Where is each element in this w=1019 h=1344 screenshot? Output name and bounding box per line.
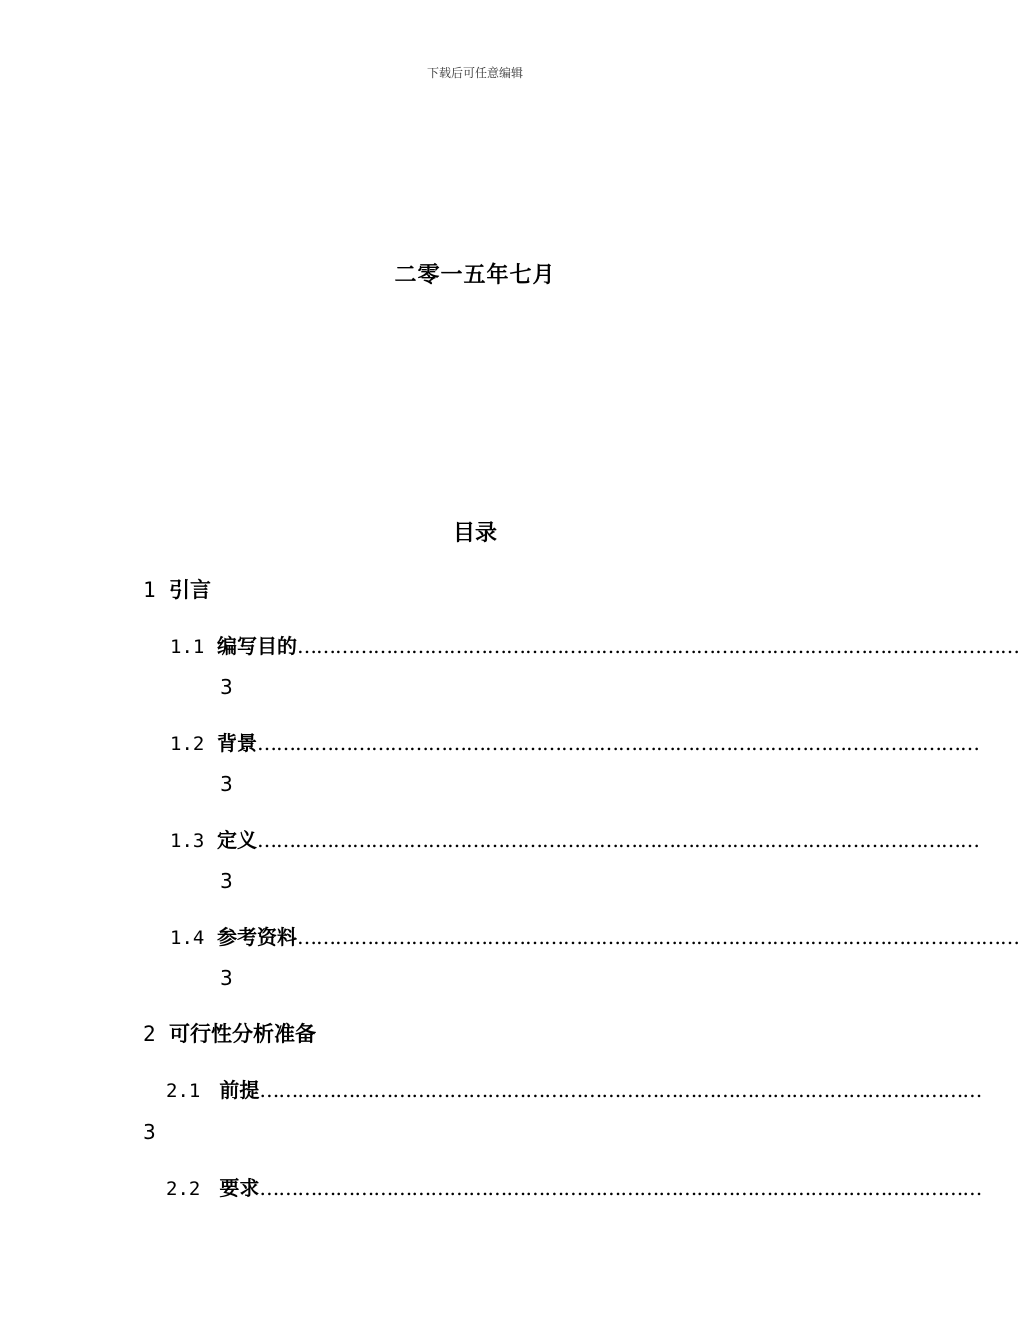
toc-chapter-2[interactable] (143, 1020, 316, 1048)
toc-entry-1-1[interactable] (170, 632, 1019, 661)
toc-leader-dots: …………………………………………………………………………………………………… (259, 1176, 982, 1200)
toc-entry-1-3[interactable] (170, 826, 980, 855)
toc-entry-2-1[interactable] (166, 1076, 982, 1105)
toc-entry-title: 定义 (217, 828, 258, 852)
toc-entry-2-2[interactable] (166, 1174, 982, 1203)
toc-entry-page: 3 (220, 966, 233, 990)
toc-entry-number: 2.1 (166, 1080, 201, 1102)
toc-entry-title: 背景 (217, 731, 258, 755)
toc-entry-title: 编写目的 (217, 634, 298, 658)
toc-chapter-number: 1 (143, 578, 156, 602)
toc-chapter-title: 可行性分析准备 (169, 1022, 317, 1046)
toc-entry-number: 2.2 (166, 1178, 201, 1200)
toc-entry-number: 1.1 (170, 636, 205, 658)
toc-entry-number: 1.4 (170, 927, 205, 949)
toc-chapter-number: 2 (143, 1022, 156, 1046)
cover-date: 二零一五年七月 (394, 263, 556, 288)
toc-leader-dots: …………………………………………………………………………………………………… (259, 1078, 982, 1102)
toc-entry-title: 参考资料 (217, 925, 298, 949)
toc-title: 目录 (452, 521, 497, 546)
page-header-note: 下载后可任意编辑 (426, 66, 523, 80)
toc-entry-title: 要求 (219, 1176, 260, 1200)
toc-entry-title: 前提 (219, 1078, 260, 1102)
toc-entry-1-4[interactable] (170, 923, 1019, 952)
toc-leader-dots: …………………………………………………………………………………………………… (297, 925, 1019, 949)
toc-entry-number: 1.2 (170, 733, 205, 755)
toc-entry-number: 1.3 (170, 830, 205, 852)
toc-entry-page: 3 (220, 869, 233, 893)
toc-leader-dots: …………………………………………………………………………………………………… (257, 828, 980, 852)
toc-leader-dots: …………………………………………………………………………………………………… (297, 634, 1019, 658)
toc-entry-1-2[interactable] (170, 729, 980, 758)
toc-entry-page: 3 (220, 675, 233, 699)
toc-chapter-1[interactable] (143, 576, 211, 604)
toc-chapter-title: 引言 (169, 578, 212, 602)
toc-entry-page: 3 (220, 772, 233, 796)
toc-entry-page: 3 (143, 1120, 156, 1144)
toc-leader-dots: …………………………………………………………………………………………………… (257, 731, 980, 755)
